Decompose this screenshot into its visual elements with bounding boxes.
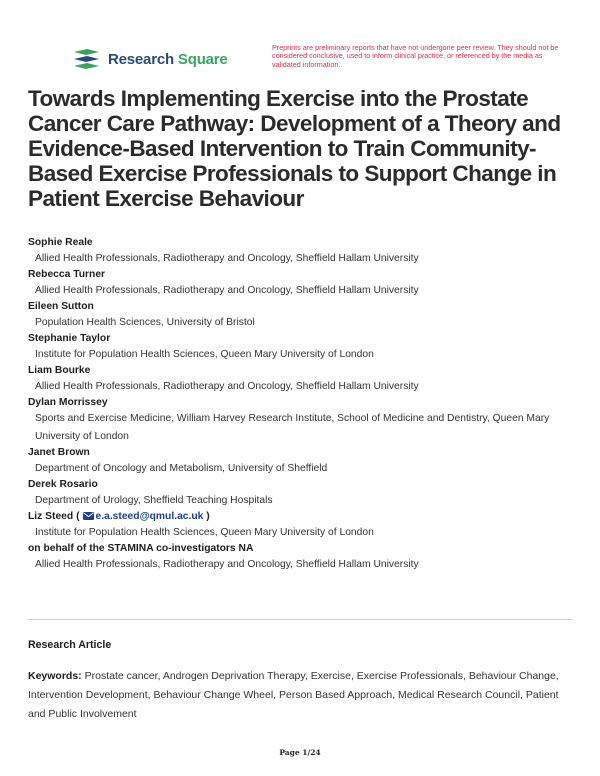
author-affiliation: Allied Health Professionals, Radiotherapy and Oncology, Sheffield Hallam University — [35, 381, 419, 392]
author-affiliation: Population Health Sciences, University of Bristol — [35, 317, 255, 328]
logo-wordmark: Research Square — [108, 50, 228, 68]
keywords — [28, 667, 573, 724]
author-name: Eileen Sutton — [28, 301, 94, 312]
research-square-logo[interactable] — [73, 48, 228, 70]
author-entry-corresponding — [28, 510, 588, 542]
author-name: Derek Rosario — [28, 479, 98, 490]
author-entry — [28, 446, 588, 478]
author-name: Rebecca Turner — [28, 269, 106, 280]
author-affiliation: Department of Oncology and Metabolism, University of Sheffield — [35, 463, 328, 474]
author-entry — [28, 300, 588, 332]
author-list — [28, 236, 588, 574]
author-affiliation: Sports and Exercise Medicine, William Harvey Research Institute, School of Medicine and Dentistry, Queen Mary University of London — [35, 413, 550, 442]
author-affiliation: Institute for Population Health Sciences, Queen Mary University of London — [35, 349, 374, 360]
author-entry — [28, 364, 588, 396]
email-link[interactable]: e.a.steed@qmul.ac.uk — [95, 511, 204, 522]
author-affiliation: Department of Urology, Sheffield Teaching Hospitals — [35, 495, 273, 506]
research-square-icon — [73, 48, 100, 70]
author-entry — [28, 332, 588, 364]
article-type: Research Article — [28, 639, 112, 651]
keywords-label: Keywords: — [28, 670, 82, 682]
keywords-text: Prostate cancer, Androgen Deprivation Therapy, Exercise, Exercise Professionals, Behaviour Change, Intervention Development, Behaviour Change Wheel, Person Based Approach, Medical Research Council, Patient and Public Involvement — [28, 670, 559, 720]
author-affiliation: Allied Health Professionals, Radiotherapy and Oncology, Sheffield Hallam University — [35, 253, 419, 264]
author-name: on behalf of the STAMINA co-investigators NA — [28, 543, 254, 554]
author-entry — [28, 542, 588, 574]
page-number: Page 1/24 — [279, 748, 321, 757]
preprint-notice: Preprints are preliminary reports that have not undergone peer review. They should not be considered conclusive, used to inform clinical practice, or referenced by the media as validated information. — [272, 43, 559, 69]
mail-icon — [83, 512, 94, 520]
author-affiliation: Allied Health Professionals, Radiotherapy and Oncology, Sheffield Hallam University — [35, 559, 419, 570]
author-name: Janet Brown — [28, 447, 90, 458]
author-name: Sophie Reale — [28, 237, 93, 248]
author-name: Dylan Morrissey — [28, 397, 108, 408]
author-entry — [28, 396, 588, 446]
author-affiliation: Allied Health Professionals, Radiotherapy and Oncology, Sheffield Hallam University — [35, 285, 419, 296]
author-entry — [28, 478, 588, 510]
author-name: Liam Bourke — [28, 365, 91, 376]
author-name: Liz Steed ( e.a.steed@qmul.ac.uk ) — [28, 511, 210, 522]
author-entry — [28, 268, 588, 300]
author-entry — [28, 236, 588, 268]
author-affiliation: Institute for Population Health Sciences, Queen Mary University of London — [35, 527, 374, 538]
paper-title: Towards Implementing Exercise into the Prostate Cancer Care Pathway: Development of a Theory and Evidence-Based Intervention to Train Community-Based Exercise Professionals to Support Change in Patient Exercise Behaviour — [28, 86, 561, 211]
section-divider — [28, 619, 573, 620]
author-name: Stephanie Taylor — [28, 333, 111, 344]
